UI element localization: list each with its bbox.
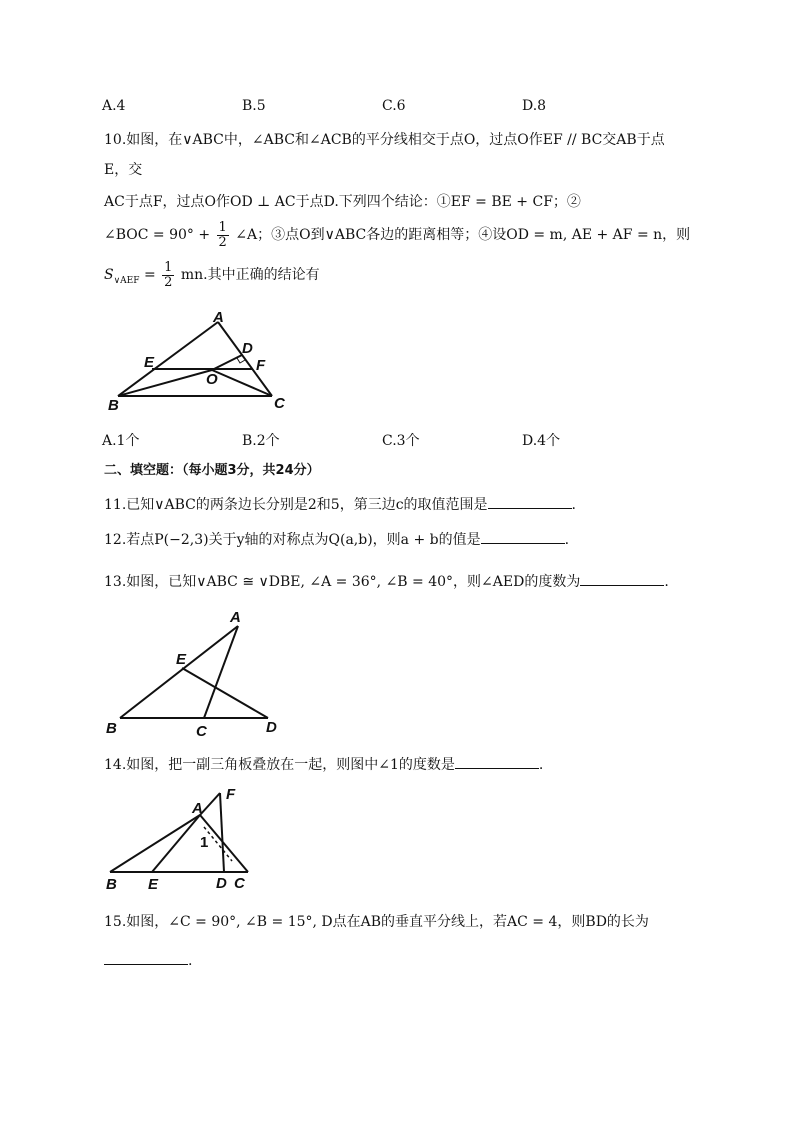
q11-answer-blank[interactable]	[488, 494, 572, 509]
q10-line-5	[104, 260, 320, 296]
q10-area-sub: ∨AEF	[113, 275, 140, 286]
q9-option-d: D.8	[522, 98, 547, 114]
label-c: C	[274, 395, 285, 412]
label-o: O	[206, 371, 218, 388]
q14-answer-blank[interactable]	[455, 754, 539, 769]
q12-line	[104, 529, 569, 550]
frac-denominator: 2	[218, 234, 227, 250]
q11-text: 11.已知∨ABC的两条边长分别是2和5，第三边c的取值范围是	[104, 497, 488, 513]
frac-denominator: 2	[164, 274, 173, 290]
q10-option-a: A.1个	[102, 433, 140, 449]
q10-line-1: 10.如图，在∨ABC中，∠ABC和∠ACB的平分线相交于点O，过点O作EF // BC交AB于点	[104, 132, 665, 148]
q10-equals: =	[139, 267, 156, 283]
q15-answer-line	[104, 950, 192, 971]
label-e: E	[144, 354, 155, 371]
q13-answer-blank[interactable]	[580, 571, 664, 586]
q9-option-a: A.4	[102, 98, 126, 114]
label-a: A	[213, 310, 224, 326]
label-c: C	[234, 875, 245, 892]
q10-line-3: AC于点F，过点O作OD ⊥ AC于点D.下列四个结论：①EF = BE + CF；②	[104, 194, 581, 210]
segment-ae	[152, 815, 200, 872]
q14-line	[104, 754, 543, 775]
q12-answer-blank[interactable]	[481, 529, 565, 544]
label-b: B	[106, 876, 117, 893]
q10-option-d: D.4个	[522, 433, 561, 449]
q14-end: .	[538, 757, 544, 773]
segment-ba	[110, 815, 200, 872]
q10-line-4	[104, 220, 690, 250]
label-a: A	[192, 800, 203, 817]
q14-text: 14.如图，把一副三角板叠放在一起，则图中∠1的度数是	[104, 757, 455, 773]
frac-numerator: 1	[164, 259, 173, 275]
label-d: D	[216, 875, 227, 892]
label-b: B	[108, 397, 119, 414]
segment-fb	[200, 793, 220, 815]
q10-option-b: B.2个	[242, 433, 280, 449]
q10-area-s: S	[104, 267, 114, 283]
segment-bo	[118, 370, 212, 396]
q13-figure	[100, 608, 300, 738]
q13-line	[104, 571, 669, 592]
q9-option-b: B.5	[242, 98, 266, 114]
label-b: B	[106, 720, 117, 737]
q15-line: 15.如图，∠C = 90°, ∠B = 15°, D点在AB的垂直平分线上，若AC = 4，则BD的长为	[104, 914, 649, 930]
q10-fraction-half-2	[162, 261, 174, 290]
q12-end: .	[564, 532, 570, 548]
q10-angle-boc: ∠BOC = 90° +	[104, 227, 211, 243]
segment-fd	[220, 793, 224, 872]
label-d: D	[266, 719, 277, 736]
segment-ab	[118, 322, 218, 396]
label-d: D	[242, 340, 253, 357]
q10-line-2: E，交	[104, 162, 143, 178]
label-c: C	[196, 723, 207, 738]
q14-figure	[100, 785, 260, 895]
label-e: E	[176, 651, 187, 668]
q10-fraction-half	[217, 221, 229, 250]
frac-numerator: 1	[218, 219, 227, 235]
segment-od	[212, 355, 242, 370]
label-a: A	[230, 609, 241, 626]
q10-line-4-rest: ∠A；③点O到∨ABC各边的距离相等；④设OD = m, AE + AF = n，则	[235, 227, 691, 243]
q10-figure	[100, 310, 300, 420]
angle-1-label: 1	[200, 834, 209, 851]
label-e: E	[148, 876, 159, 893]
label-f: F	[256, 357, 266, 374]
q10-option-c: C.3个	[382, 433, 420, 449]
q12-text: 12.若点P(−2,3)关于y轴的对称点为Q(a,b)，则a + b的值是	[104, 532, 481, 548]
q11-end: .	[571, 497, 576, 513]
section-2-heading: 二、填空题：（每小题3分，共24分）	[104, 463, 320, 478]
q9-option-c: C.6	[382, 98, 406, 114]
segment-ed	[182, 668, 268, 718]
q15-end: .	[188, 953, 193, 969]
q11-line	[104, 494, 576, 515]
label-f: F	[226, 786, 236, 803]
q13-text: 13.如图，已知∨ABC ≅ ∨DBE, ∠A = 36°, ∠B = 40°，则∠AED的度数为	[104, 574, 581, 590]
q10-line-5-rest: mn.其中正确的结论有	[180, 267, 320, 283]
q13-end: .	[664, 574, 669, 590]
q15-answer-blank[interactable]	[104, 950, 188, 965]
